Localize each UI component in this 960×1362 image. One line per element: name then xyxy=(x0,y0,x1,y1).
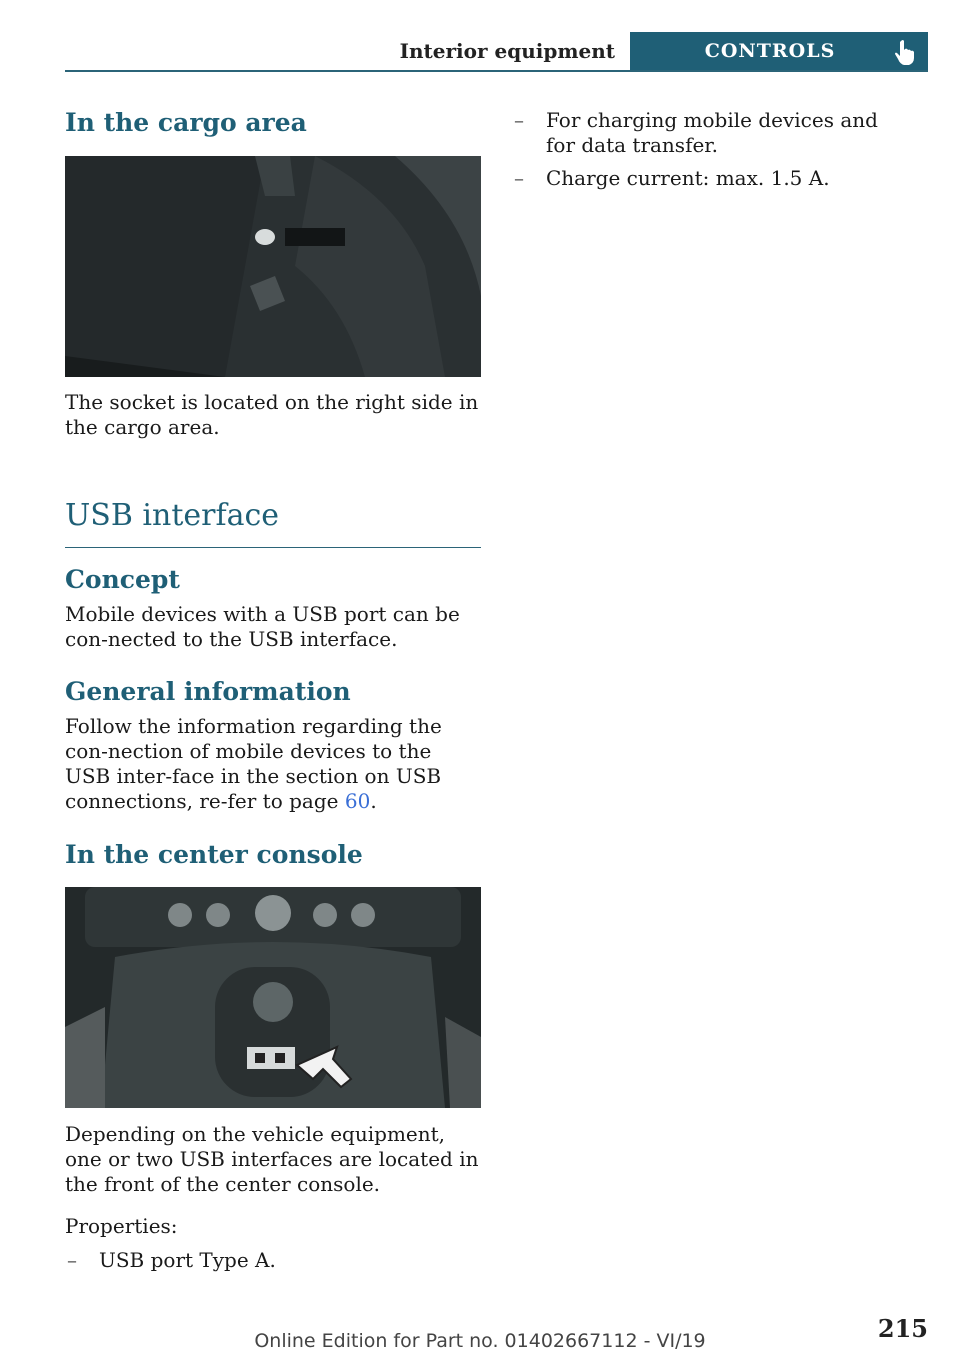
center-console-heading: In the center console xyxy=(65,840,363,869)
concept-heading: Concept xyxy=(65,565,180,594)
center-console-photo xyxy=(65,887,481,1108)
properties-list-left xyxy=(65,1248,481,1281)
page-number: 215 xyxy=(877,1314,928,1343)
list-marker: – xyxy=(67,1248,77,1272)
list-item xyxy=(65,1248,481,1273)
cargo-area-heading: In the cargo area xyxy=(65,108,307,137)
concept-text: Mobile devices with a USB port can be con-nected to the USB interface. xyxy=(65,602,460,651)
general-information-text xyxy=(65,714,481,814)
header-chapter-tab xyxy=(630,32,928,70)
general-information-heading: General information xyxy=(65,677,351,706)
general-information-end: . xyxy=(370,789,377,813)
pointing-hand-icon xyxy=(894,39,916,65)
list-item xyxy=(512,166,912,191)
page-header xyxy=(65,32,928,72)
list-item-text: Charge current: max. 1.5 A. xyxy=(546,166,830,190)
general-information-body: Follow the information regarding the con-nection of mobile devices to the USB inter-face in the section on USB connections, re-fer to page xyxy=(65,714,442,813)
list-item-text: For charging mobile devices and for data transfer. xyxy=(546,108,878,157)
list-marker: – xyxy=(514,166,524,190)
properties-list-right xyxy=(512,108,912,199)
list-item-text: USB port Type A. xyxy=(99,1248,276,1272)
header-section-title: Interior equipment xyxy=(399,39,615,63)
center-console-text: Depending on the vehicle equipment, one or two USB interfaces are located in the front of the center console. xyxy=(65,1122,479,1196)
cargo-area-photo xyxy=(65,156,481,377)
properties-label: Properties: xyxy=(65,1214,178,1238)
list-marker: – xyxy=(514,108,524,132)
header-chapter-title: CONTROLS xyxy=(704,40,836,62)
list-item xyxy=(512,108,912,158)
cargo-area-text: The socket is located on the right side in the cargo area. xyxy=(65,390,479,439)
usb-interface-heading: USB interface xyxy=(65,498,481,548)
page-footer: Online Edition for Part no. 01402667112 - VI/19 xyxy=(254,1330,706,1352)
page-reference-link[interactable]: 60 xyxy=(344,789,371,813)
